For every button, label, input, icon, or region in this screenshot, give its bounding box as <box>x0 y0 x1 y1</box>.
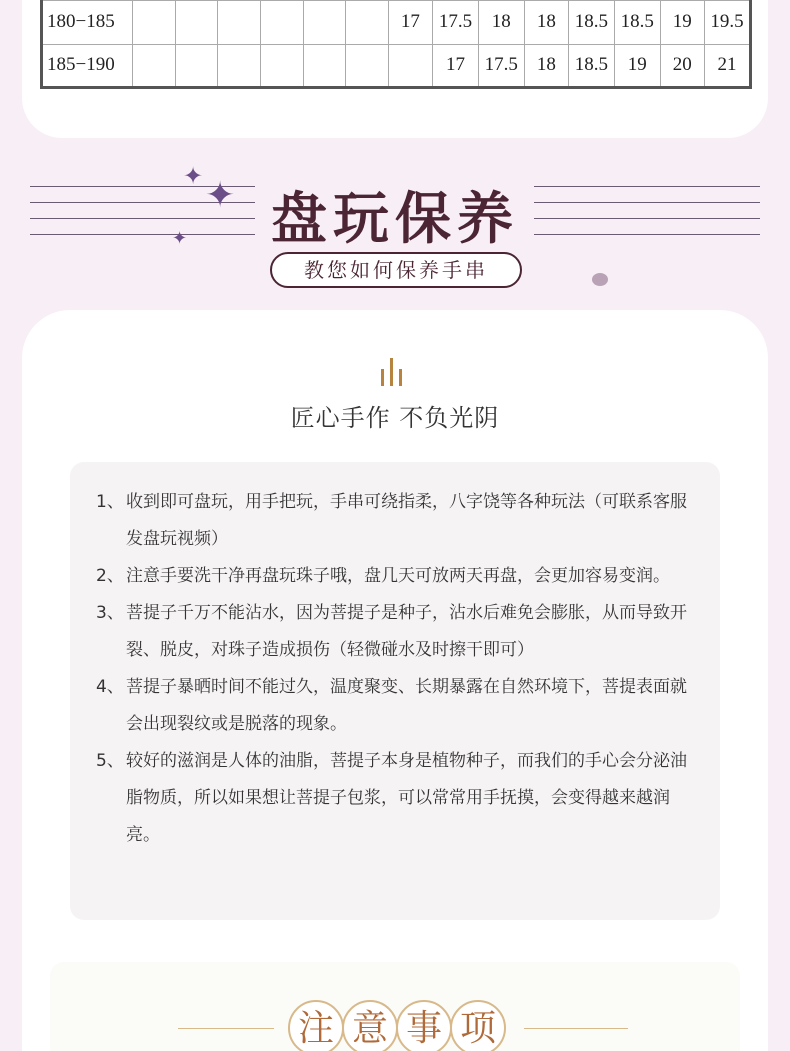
table-cell: 18.5 <box>569 44 615 88</box>
section-subtitle: 教您如何保养手串 <box>270 252 522 288</box>
care-tips-list <box>70 462 720 920</box>
table-row <box>42 44 751 88</box>
table-cell: 17.5 <box>433 1 479 45</box>
table-cell <box>133 1 176 45</box>
sparkle-icon: ✦ <box>205 175 236 216</box>
table-cell <box>260 44 303 88</box>
size-table <box>40 0 752 89</box>
size-range-label: 180−185 <box>42 1 133 45</box>
bars-icon <box>381 358 405 386</box>
decorative-lines-right <box>534 186 760 246</box>
list-item: 1、 收到即可盘玩，用手把玩，手串可绕指柔，八字饶等各种玩法（可联系客服发盘玩视频） <box>96 492 687 549</box>
table-cell <box>260 1 303 45</box>
table-cell <box>175 44 218 88</box>
list-item: 5、 较好的滋润是人体的油脂，菩提子本身是植物种子，而我们的手心会分泌油脂物质，所以如果想让菩提子包浆，可以常常用手抚摸，会变得越来越润亮。 <box>96 751 687 845</box>
table-cell <box>303 44 346 88</box>
table-cell: 18 <box>478 1 524 45</box>
tagline: 匠心手作 不负光阴 <box>290 404 500 432</box>
section-title: 盘玩保养 <box>271 187 519 252</box>
divider <box>178 1028 274 1029</box>
table-cell <box>346 44 389 88</box>
list-item: 4、 菩提子暴晒时间不能过久，温度聚变、长期暴露在自然环境下，菩提表面就会出现裂纹或是脱落的现象。 <box>96 677 687 734</box>
table-cell: 17 <box>388 1 432 45</box>
table-cell: 19 <box>614 44 660 88</box>
table-cell <box>133 44 176 88</box>
table-cell: 19.5 <box>704 1 750 45</box>
table-cell: 18 <box>524 1 568 45</box>
table-cell: 17 <box>433 44 479 88</box>
table-cell: 18.5 <box>614 1 660 45</box>
table-cell <box>388 44 432 88</box>
table-cell <box>218 1 261 45</box>
table-cell <box>175 1 218 45</box>
table-cell <box>346 1 389 45</box>
size-range-label: 185−190 <box>42 44 133 88</box>
notice-char: 意 <box>342 1000 398 1051</box>
notice-char: 事 <box>396 1000 452 1051</box>
table-cell <box>218 44 261 88</box>
list-item: 3、 菩提子千万不能沾水，因为菩提子是种子，沾水后难免会膨胀，从而导致开裂、脱皮，对珠子造成损伤（轻微碰水及时擦干即可） <box>96 603 687 660</box>
table-cell: 17.5 <box>478 44 524 88</box>
notice-char: 注 <box>288 1000 344 1051</box>
table-cell: 18.5 <box>569 1 615 45</box>
table-row <box>42 1 751 45</box>
notice-char: 项 <box>450 1000 506 1051</box>
sparkle-icon: ✦ <box>172 228 188 249</box>
sparkle-icon: ✦ <box>183 162 204 190</box>
table-cell: 20 <box>660 44 704 88</box>
list-item: 2、 注意手要洗干净再盘玩珠子哦，盘几天可放两天再盘，会更加容易变润。 <box>96 566 670 586</box>
table-cell <box>303 1 346 45</box>
table-cell: 21 <box>704 44 750 88</box>
decorative-dot <box>592 273 608 286</box>
table-cell: 19 <box>660 1 704 45</box>
divider <box>524 1028 628 1029</box>
table-cell: 18 <box>524 44 568 88</box>
